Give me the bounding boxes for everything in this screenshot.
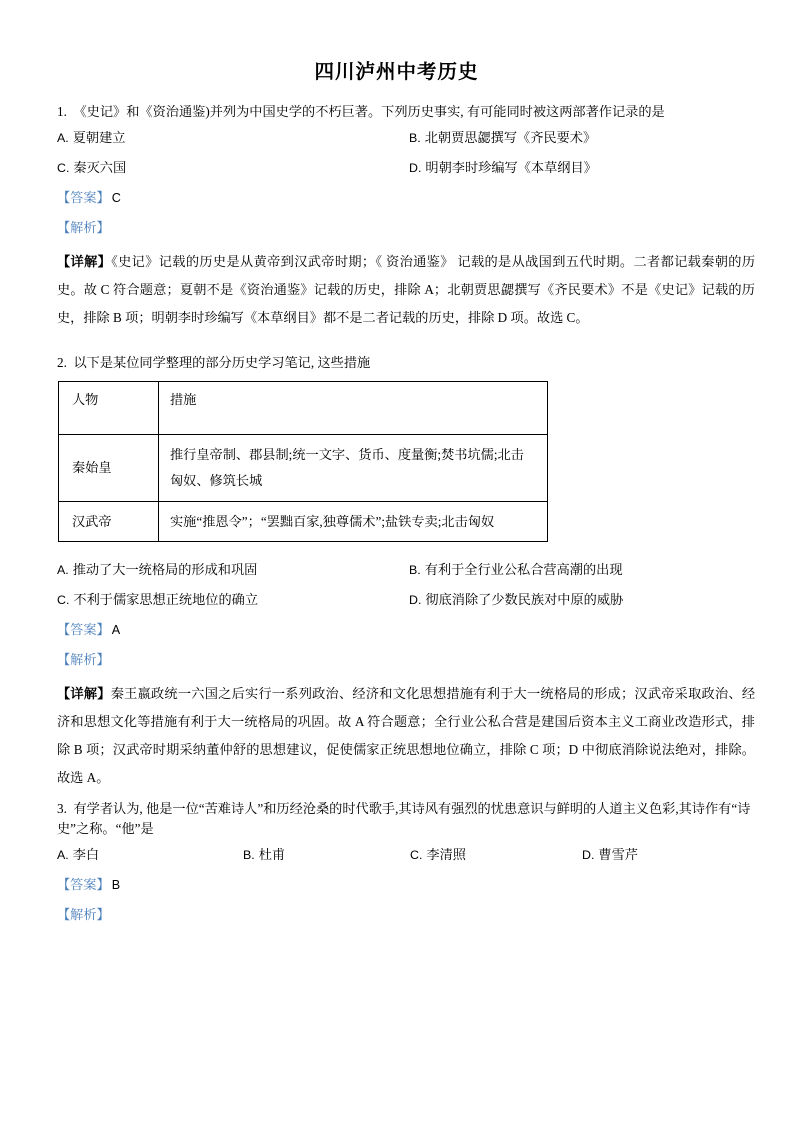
option-text: 有利于全行业公私合营高潮的出现 bbox=[424, 562, 623, 578]
analysis-line bbox=[36, 650, 757, 680]
options-row bbox=[57, 590, 757, 620]
options-row bbox=[57, 158, 757, 188]
options-row bbox=[57, 560, 757, 590]
table-row bbox=[59, 501, 548, 542]
option-text: 曹雪芹 bbox=[598, 847, 638, 863]
question-block-3 bbox=[36, 799, 757, 935]
analysis-line bbox=[36, 905, 757, 935]
question-stem bbox=[36, 102, 757, 122]
table-spacer bbox=[36, 546, 757, 560]
answer-value: C bbox=[111, 191, 121, 206]
option-text: 杜甫 bbox=[258, 847, 286, 863]
cell-person: 秦始皇 bbox=[59, 435, 159, 501]
option-text: 李清照 bbox=[426, 847, 466, 863]
options-row bbox=[57, 128, 757, 158]
option-text: 秦灭六国 bbox=[73, 160, 127, 176]
option-text: 推动了大一统格局的形成和巩固 bbox=[72, 562, 258, 578]
answer-value: A bbox=[111, 623, 121, 638]
option-d[interactable] bbox=[409, 158, 597, 178]
cell-person: 汉武帝 bbox=[59, 501, 159, 542]
option-c[interactable] bbox=[57, 158, 126, 178]
option-text: 李白 bbox=[72, 847, 100, 863]
question-number: 3. bbox=[57, 801, 67, 817]
question-block-1 bbox=[36, 102, 757, 331]
option-text: 夏朝建立 bbox=[72, 130, 126, 146]
detail-paragraph bbox=[36, 680, 757, 791]
options-group bbox=[36, 845, 757, 875]
option-letter: C. bbox=[57, 161, 70, 176]
answer-tag: 【答案】 bbox=[57, 877, 110, 893]
detail-text: 《史记》记载的历史是从黄帝到汉武帝时期；《 资治通鉴》 记载的是从战国到五代时期。二者都记载秦朝的历史。故 C 符合题意；夏朝不是《资治通鉴》记载的历史，排除 A；北朝贾思勰撰写《齐民要术》不是《史记》记载的历史，排除 B 项；明朝李时珍编写《本草纲目》都不是二者记载的历史，排除 D 项。故选 C。 bbox=[57, 254, 756, 325]
question-number: 1. bbox=[57, 104, 67, 119]
option-letter: A. bbox=[57, 563, 69, 578]
option-b[interactable] bbox=[243, 845, 285, 865]
analysis-tag: 【解析】 bbox=[57, 220, 110, 236]
detail-tag: 【详解】 bbox=[57, 254, 112, 270]
table-row bbox=[59, 435, 548, 501]
answer-value: B bbox=[111, 878, 121, 893]
options-group bbox=[36, 128, 757, 188]
detail-paragraph bbox=[36, 248, 757, 331]
option-c[interactable] bbox=[57, 590, 258, 610]
answer-line bbox=[36, 188, 757, 218]
analysis-line bbox=[36, 218, 757, 248]
options-group bbox=[36, 560, 757, 620]
history-notes-table bbox=[58, 381, 548, 542]
question-stem-text: 《史记》和《资治通鉴)并列为中国史学的不朽巨著。下列历史事实, 有可能同时被这两部著作记录的是 bbox=[73, 104, 665, 119]
option-letter: B. bbox=[409, 563, 421, 578]
cell-measures: 实施“推恩令”；“罢黜百家,独尊儒术”;盐铁专卖;北击匈奴 bbox=[159, 501, 548, 542]
option-letter: D. bbox=[409, 161, 422, 176]
answer-tag: 【答案】 bbox=[57, 190, 110, 206]
option-b[interactable] bbox=[409, 560, 623, 580]
option-d[interactable] bbox=[409, 590, 623, 610]
section-spacer bbox=[36, 791, 757, 799]
option-letter: A. bbox=[57, 131, 69, 146]
question-stem bbox=[36, 799, 757, 839]
answer-tag: 【答案】 bbox=[57, 622, 110, 638]
option-a[interactable] bbox=[57, 128, 125, 148]
table-header-row bbox=[59, 382, 548, 435]
page-title: 四川泸州中考历史 bbox=[314, 62, 479, 83]
option-letter: B. bbox=[409, 131, 421, 146]
option-letter: C. bbox=[410, 848, 423, 863]
column-header-person: 人物 bbox=[59, 382, 159, 435]
options-row bbox=[57, 845, 757, 875]
question-stem bbox=[36, 353, 757, 373]
option-c[interactable] bbox=[410, 845, 466, 865]
answer-line bbox=[36, 620, 757, 650]
option-text: 不利于儒家思想正统地位的确立 bbox=[73, 592, 259, 608]
question-stem-text: 有学者认为, 他是一位“苦难诗人”和历经沧桑的时代歌手,其诗风有强烈的忧患意识与鲜明的人道主义色彩,其诗作有“诗史”之称。“他”是 bbox=[57, 801, 751, 837]
analysis-tag: 【解析】 bbox=[57, 652, 110, 668]
column-header-measures: 措施 bbox=[159, 382, 548, 435]
option-text: 北朝贾思勰撰写《齐民要术》 bbox=[424, 130, 597, 146]
option-letter: A. bbox=[57, 848, 69, 863]
cell-measures: 推行皇帝制、郡县制;统一文字、货币、度量衡;焚书坑儒;北击匈奴、修筑长城 bbox=[159, 435, 548, 501]
question-block-2 bbox=[36, 353, 757, 791]
option-letter: B. bbox=[243, 848, 255, 863]
answer-line bbox=[36, 875, 757, 905]
option-text: 明朝李时珍编写《本草纲目》 bbox=[425, 160, 597, 176]
question-number: 2. bbox=[57, 355, 67, 371]
option-letter: D. bbox=[582, 848, 595, 863]
option-a[interactable] bbox=[57, 560, 257, 580]
section-spacer bbox=[36, 331, 757, 353]
detail-tag: 【详解】 bbox=[57, 686, 111, 702]
option-a[interactable] bbox=[57, 845, 99, 865]
option-d[interactable] bbox=[582, 845, 638, 865]
question-stem-text: 以下是某位同学整理的部分历史学习笔记, 这些措施 bbox=[73, 355, 371, 371]
detail-text: 秦王嬴政统一六国之后实行一系列政治、经济和文化思想措施有利于大一统格局的形成；汉武帝采取政治、经济和思想文化等措施有利于大一统格局的巩固。故 A 符合题意；全行业公私合营是建国后资本主义工商业改造形式，排除 B 项；汉武帝时期采纳董仲舒的思想建议，促使儒家正统思想地位确立，排除 C 项；D 中彻底消除说法绝对，排除。故选 A。 bbox=[57, 686, 756, 785]
option-text: 彻底消除了少数民族对中原的威胁 bbox=[425, 592, 624, 608]
option-letter: D. bbox=[409, 593, 422, 608]
option-b[interactable] bbox=[409, 128, 596, 148]
option-letter: C. bbox=[57, 593, 70, 608]
analysis-tag: 【解析】 bbox=[57, 907, 110, 923]
